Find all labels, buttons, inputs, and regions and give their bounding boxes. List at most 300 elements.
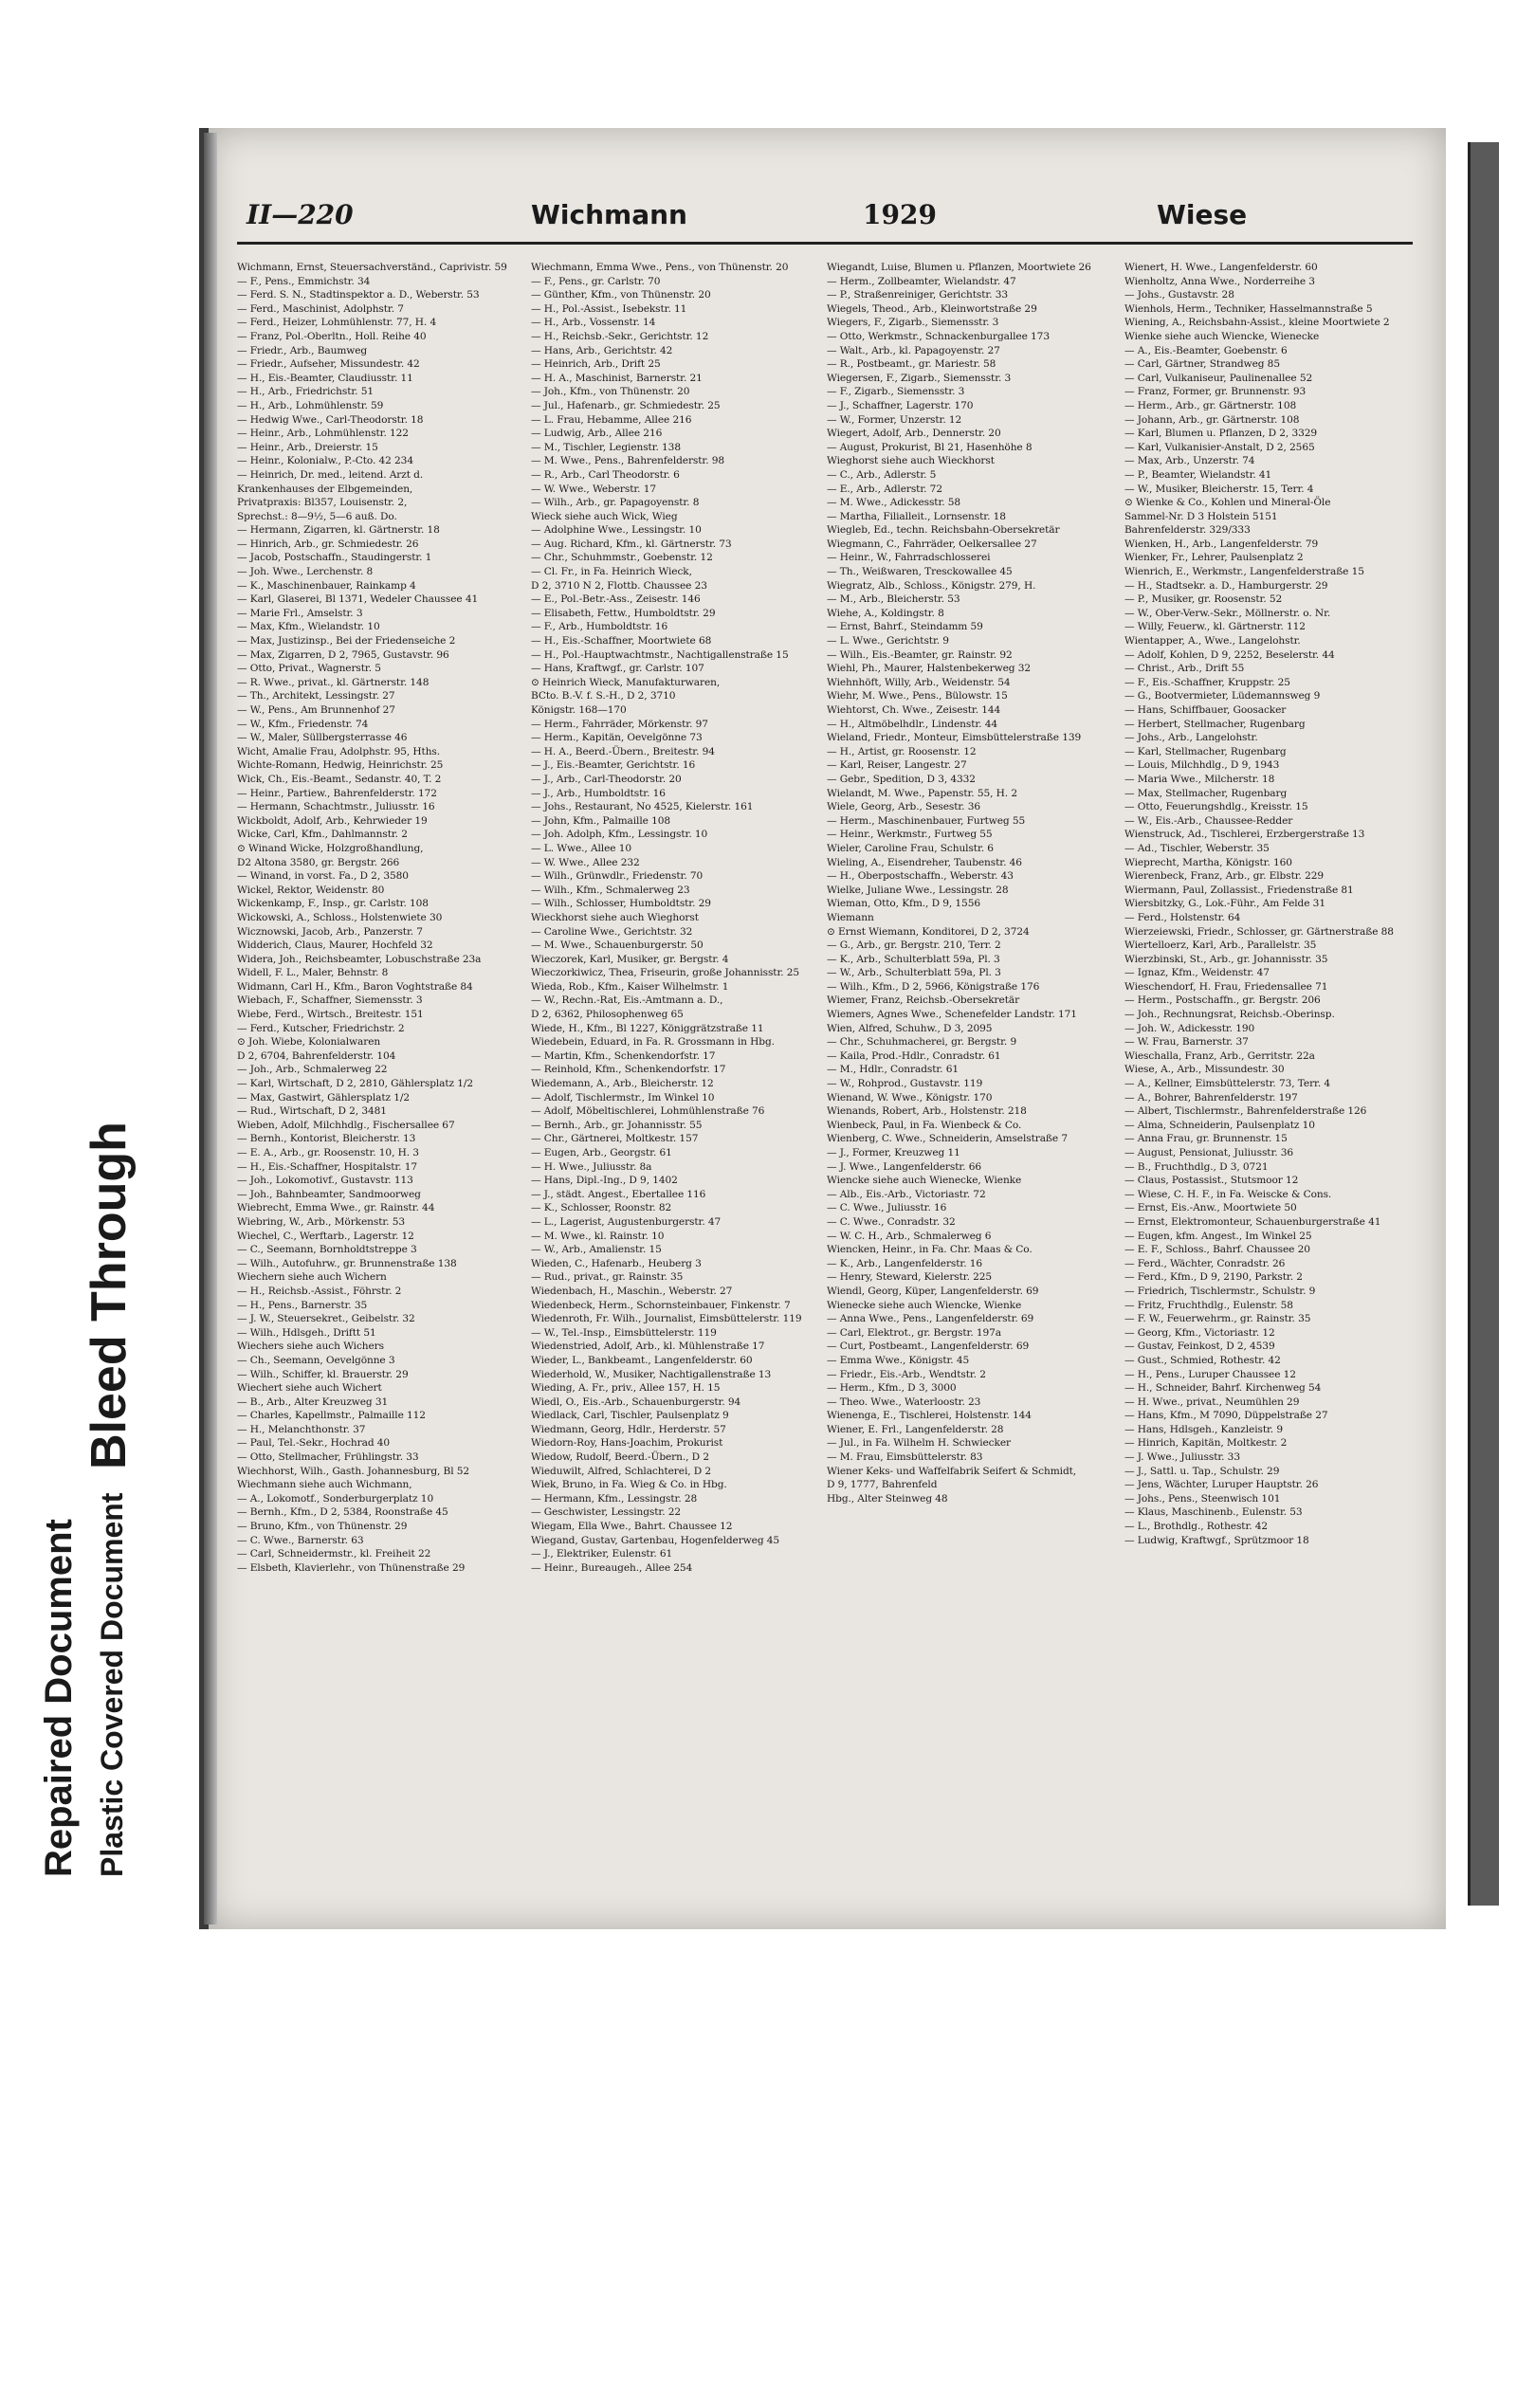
directory-entry: Wienrich, E., Werkmstr., Langenfelderstraße 15: [1124, 566, 1364, 578]
column-4: [1124, 261, 1409, 1910]
directory-entry: — Georg, Kfm., Victoriastr. 12: [1124, 1326, 1275, 1339]
directory-entry: — Chr., Gärtnerei, Moltkestr. 157: [531, 1133, 699, 1145]
directory-entry: — H., Artist, gr. Roosenstr. 12: [827, 745, 977, 757]
directory-entry: — F., Pens., gr. Carlstr. 70: [531, 275, 661, 287]
directory-entry: Wickboldt, Adolf, Arb., Kehrwieder 19: [237, 814, 428, 827]
directory-entry: — W. Frau, Barnerstr. 37: [1124, 1036, 1249, 1049]
directory-entry: — Theo. Wwe., Waterloostr. 23: [827, 1396, 981, 1408]
bleed-through-label: Bleed Through: [82, 1122, 137, 1469]
directory-entry: — C., Arb., Adlerstr. 5: [827, 468, 937, 481]
directory-entry: — Caroline Wwe., Gerichtstr. 32: [531, 925, 693, 938]
directory-entry: — Johann, Arb., gr. Gärtnerstr. 108: [1124, 413, 1300, 426]
directory-entry: Wickel, Rektor, Weidenstr. 80: [237, 884, 385, 896]
directory-entry: — Otto, Stellmacher, Frühlingstr. 33: [237, 1451, 419, 1464]
directory-entry: — F., Zigarb., Siemensstr. 3: [827, 386, 965, 398]
directory-entry: — Bernh., Kfm., D 2, 5384, Roonstraße 45: [237, 1506, 448, 1519]
directory-entry: Wierzbinski, St., Arb., gr. Johannisstr. 35: [1124, 953, 1328, 965]
directory-entry: — Max, Zigarren, D 2, 7965, Gustavstr. 96: [237, 648, 449, 661]
directory-entry: Wiehnhöft, Willy, Arb., Weidenstr. 54: [827, 676, 1011, 688]
directory-entry: Wiechel, C., Werftarb., Lagerstr. 12: [237, 1230, 414, 1242]
directory-entry: — P., Beamter, Wielandstr. 41: [1124, 468, 1272, 481]
directory-entry: Wiegratz, Alb., Schloss., Königstr. 279, H.: [827, 579, 1036, 592]
directory-entry: Wiedow, Rudolf, Beerd.-Übern., D 2: [531, 1451, 709, 1464]
directory-entry: — Hans, Kraftwgf., gr. Carlstr. 107: [531, 663, 704, 675]
directory-entry: Wiele, Georg, Arb., Sesestr. 36: [827, 801, 980, 813]
directory-entry: — Joh. Adolph, Kfm., Lessingstr. 10: [531, 829, 708, 841]
directory-entry: — H., Arb., Lohmühlenstr. 59: [237, 399, 384, 411]
directory-entry: — H., Melanchthonstr. 37: [237, 1423, 366, 1435]
directory-entry: — H., Reichsb.-Sekr., Gerichtstr. 12: [531, 330, 709, 342]
directory-entry: — P., Straßenreiniger, Gerichtstr. 33: [827, 289, 1009, 301]
directory-entry: — J., Schaffner, Lagerstr. 170: [827, 399, 974, 411]
directory-entry: — Joh., Arb., Schmalerweg 22: [237, 1064, 388, 1076]
directory-entry: — E., Arb., Adlerstr. 72: [827, 483, 942, 495]
directory-entry: Wiehe, A., Koldingstr. 8: [827, 607, 944, 619]
directory-entry: — W., Rechn.-Rat, Eis.-Amtmann a. D.,: [531, 994, 723, 1007]
directory-entry: — Ferd. S. N., Stadtinspektor a. D., Weberstr. 53: [237, 289, 480, 301]
directory-entry: — Alma, Schneiderin, Paulsenplatz 10: [1124, 1119, 1315, 1131]
directory-entry: — Ignaz, Kfm., Weidenstr. 47: [1124, 967, 1270, 979]
directory-entry: Wiegert, Adolf, Arb., Dennerstr. 20: [827, 428, 1001, 440]
directory-entry: Widmann, Carl H., Kfm., Baron Voghtstraße 84: [237, 980, 473, 993]
directory-entry: — Adolphine Wwe., Lessingstr. 10: [531, 524, 702, 537]
directory-entry: — J., Eis.-Beamter, Gerichtstr. 16: [531, 759, 696, 772]
directory-entry: — J. Wwe., Juliusstr. 33: [1124, 1451, 1240, 1464]
directory-entry: — Eugen, kfm. Angest., Im Winkel 25: [1124, 1230, 1312, 1242]
directory-entry: — B., Fruchthdlg., D 3, 0721: [1124, 1160, 1269, 1173]
directory-entry: — Herm., Arb., gr. Gärtnerstr. 108: [1124, 399, 1297, 411]
directory-entry: Wientapper, A., Wwe., Langelohstr.: [1124, 635, 1301, 648]
directory-entry: Wienhols, Herm., Techniker, Hasselmannstraße 5: [1124, 302, 1373, 315]
directory-entry: — Karl, Wirtschaft, D 2, 2810, Gählersplatz 1/2: [237, 1078, 474, 1090]
directory-entry: D2 Altona 3580, gr. Bergstr. 266: [237, 856, 400, 868]
directory-entry: Wienke siehe auch Wiencke, Wienecke: [1124, 330, 1320, 342]
directory-entry: Wiedorn-Roy, Hans-Joachim, Prokurist: [531, 1437, 723, 1450]
header-last-name: Wiese: [1157, 199, 1248, 230]
directory-entry: — W., Pens., Am Brunnenhof 27: [237, 704, 395, 716]
directory-entry: Privatpraxis: Bl357, Louisenstr. 2,: [237, 497, 408, 509]
directory-entry: — Heinrich, Dr. med., leitend. Arzt d.: [237, 468, 424, 481]
directory-entry: — Walt., Arb., kl. Papagoyenstr. 27: [827, 344, 1000, 356]
directory-entry: — Ch., Seemann, Oevelgönne 3: [237, 1354, 395, 1366]
directory-entry: — A., Lokomotf., Sonderburgerplatz 10: [237, 1492, 434, 1505]
directory-entry: — F., Arb., Humboldtstr. 16: [531, 621, 668, 633]
directory-entry: — Carl, Vulkaniseur, Paulinenallee 52: [1124, 372, 1313, 384]
directory-entry: — Marie Frl., Amselstr. 3: [237, 607, 363, 619]
directory-entry: — Gebr., Spedition, D 3, 4332: [827, 773, 976, 785]
directory-entry: — Bernh., Arb., gr. Johannisstr. 55: [531, 1119, 703, 1131]
directory-entry: — Herbert, Stellmacher, Rugenbarg: [1124, 718, 1306, 730]
directory-entry: — Johs., Restaurant, No 4525, Kielerstr. 161: [531, 801, 754, 813]
header-year: 1929: [863, 199, 937, 230]
directory-entry: Wienert, H. Wwe., Langenfelderstr. 60: [1124, 262, 1318, 273]
directory-entry: Widera, Joh., Reichsbeamter, Lobuschstraße 23a: [237, 953, 482, 965]
directory-entry: Wienands, Robert, Arb., Holstenstr. 218: [827, 1105, 1027, 1118]
directory-entry: ⊙ Wienke & Co., Kohlen und Mineral-Öle: [1124, 497, 1331, 509]
directory-entry: — Friedr., Eis.-Arb., Wendtstr. 2: [827, 1368, 986, 1380]
directory-entry: ⊙ Joh. Wiebe, Kolonialwaren: [237, 1036, 381, 1049]
directory-entry: — Ferd., Maschinist, Adolphstr. 7: [237, 302, 404, 315]
directory-entry: — Eugen, Arb., Georgstr. 61: [531, 1147, 672, 1158]
directory-entry: — Adolf, Tischlermstr., Im Winkel 10: [531, 1091, 715, 1104]
directory-entry: — A., Kellner, Eimsbüttelerstr. 73, Terr. 4: [1124, 1078, 1331, 1090]
directory-entry: — Wilh., Arb., gr. Papagoyenstr. 8: [531, 497, 700, 509]
directory-entry: — Emma Wwe., Königstr. 45: [827, 1354, 970, 1366]
directory-entry: — H., Eis.-Beamter, Claudiusstr. 11: [237, 372, 413, 384]
directory-entry: — M., Tischler, Legienstr. 138: [531, 441, 681, 453]
directory-entry: Wieschalla, Franz, Arb., Gerritstr. 22a: [1124, 1049, 1315, 1062]
directory-entry: — H. A., Maschinist, Barnerstr. 21: [531, 372, 703, 384]
directory-entry: — H. Wwe., privat., Neumühlen 29: [1124, 1396, 1300, 1408]
directory-entry: Wicznowski, Jacob, Arb., Panzerstr. 7: [237, 925, 423, 938]
directory-entry: — H., Pens., Luruper Chaussee 12: [1124, 1368, 1296, 1380]
directory-entry: Widell, F. L., Maler, Behnstr. 8: [237, 967, 389, 979]
directory-entry: — K., Arb., Langenfelderstr. 16: [827, 1257, 983, 1269]
directory-entry: — Max, Justizinsp., Bei der Friedenseiche 2: [237, 635, 456, 648]
directory-entry: — Wilh., Schlosser, Humboldtstr. 29: [531, 898, 711, 910]
directory-entry: — Ludwig, Arb., Allee 216: [531, 428, 663, 440]
directory-entry: Wieder, L., Bankbeamt., Langenfelderstr. 60: [531, 1354, 753, 1366]
directory-entry: Wiechern siehe auch Wichern: [237, 1271, 387, 1284]
directory-entry: — Friedr., Aufseher, Missundestr. 42: [237, 358, 420, 371]
directory-entry: D 9, 1777, Bahrenfeld: [827, 1479, 938, 1491]
directory-entry: — Ferd., Holstenstr. 64: [1124, 911, 1241, 923]
directory-entry: — Adolf, Möbeltischlerei, Lohmühlenstraße 76: [531, 1105, 765, 1118]
directory-entry: Wienken, H., Arb., Langenfelderstr. 79: [1124, 538, 1319, 550]
directory-entry: — Heinr., Werkmstr., Furtweg 55: [827, 829, 993, 841]
directory-entry: Wiening, A., Reichsbahn-Assist., kleine Moortwiete 2: [1124, 317, 1390, 329]
directory-entry: Königstr. 168—170: [531, 704, 627, 716]
directory-entry: — Winand, in vorst. Fa., D 2, 3580: [237, 870, 409, 883]
directory-entry: Wick, Ch., Eis.-Beamt., Sedanstr. 40, T. 2: [237, 773, 442, 785]
directory-entry: — Hans, Dipl.-Ing., D 9, 1402: [531, 1175, 678, 1187]
directory-entry: Wiehr, M. Wwe., Pens., Bülowstr. 15: [827, 690, 1008, 702]
directory-entry: Sprechst.: 8—9½, 5—6 auß. Do.: [237, 510, 397, 522]
directory-entry: Wiegers, F., Zigarb., Siemensstr. 3: [827, 317, 999, 329]
directory-entry: — Franz, Pol.-Oberltn., Holl. Reihe 40: [237, 330, 427, 342]
directory-entry: Wieland, Friedr., Monteur, Eimsbüttelerstraße 139: [827, 732, 1082, 744]
directory-entry: — Christ., Arb., Drift 55: [1124, 663, 1245, 675]
directory-entry: — M. Wwe., Schauenburgerstr. 50: [531, 939, 704, 952]
directory-entry: — Hermann, Zigarren, kl. Gärtnerstr. 18: [237, 524, 440, 537]
directory-entry: — Max, Kfm., Wielandstr. 10: [237, 621, 380, 633]
directory-entry: ⊙ Heinrich Wieck, Manufakturwaren,: [531, 676, 721, 688]
directory-entry: — H., Eis.-Schaffner, Moortwiete 68: [531, 635, 712, 648]
directory-entry: — Claus, Postassist., Stutsmoor 12: [1124, 1175, 1299, 1187]
directory-entry: Wieler, Caroline Frau, Schulstr. 6: [827, 842, 994, 854]
directory-entry: — H., Arb., Friedrichstr. 51: [237, 386, 374, 398]
directory-entry: — W., Ober-Verw.-Sekr., Möllnerstr. o. Nr.: [1124, 607, 1331, 619]
directory-entry: — Ferd., Heizer, Lohmühlenstr. 77, H. 4: [237, 317, 437, 329]
directory-entry: — Ernst, Elektromonteur, Schauenburgerstraße 41: [1124, 1215, 1381, 1228]
directory-entry: — Heinr., Arb., Lohmühlenstr. 122: [237, 428, 409, 440]
directory-entry: Wierenbeck, Franz, Arb., gr. Elbstr. 229: [1124, 870, 1324, 883]
directory-entry: — W. Wwe., Weberstr. 17: [531, 483, 656, 495]
directory-entry: — L. Wwe., Gerichtstr. 9: [827, 635, 949, 648]
directory-entry: — H., Pens., Barnerstr. 35: [237, 1299, 368, 1311]
directory-entry: — Wilh., Grünwdlr., Friedenstr. 70: [531, 870, 704, 883]
directory-entry: Wiedebein, Eduard, in Fa. R. Grossmann in Hbg.: [531, 1036, 775, 1049]
directory-entry: Wiencken, Heinr., in Fa. Chr. Maas & Co.: [827, 1244, 1033, 1256]
directory-entry: — Carl, Elektrot., gr. Bergstr. 197a: [827, 1326, 1002, 1339]
directory-entry: Wieczorkiwicz, Thea, Friseurin, große Johannisstr. 25: [531, 967, 800, 979]
directory-entry: Wiebe, Ferd., Wirtsch., Breitestr. 151: [237, 1009, 424, 1021]
directory-entry: Wiertelloerz, Karl, Arb., Parallelstr. 35: [1124, 939, 1317, 952]
directory-entry: — F. W., Feuerwehrm., gr. Rainstr. 35: [1124, 1313, 1311, 1325]
directory-entry: — Ferd., Wächter, Conradstr. 26: [1124, 1257, 1286, 1269]
directory-entry: Wiedenstried, Adolf, Arb., kl. Mühlenstraße 17: [531, 1341, 765, 1353]
directory-entry: — Joh., Rechnungsrat, Reichsb.-Oberinsp.: [1124, 1009, 1335, 1021]
directory-entry: — Th., Architekt, Lessingstr. 27: [237, 690, 395, 702]
directory-entry: D 2, 6362, Philosophenweg 65: [531, 1009, 684, 1021]
directory-entry: — Hans, Hdlsgeh., Kanzleistr. 9: [1124, 1423, 1283, 1435]
directory-entry: — Bruno, Kfm., von Thünenstr. 29: [237, 1521, 408, 1533]
directory-entry: Wieghorst siehe auch Wieckhorst: [827, 455, 995, 467]
directory-entry: — Herm., Kfm., D 3, 3000: [827, 1382, 957, 1395]
directory-entry: Wiemann: [827, 911, 874, 923]
directory-entry: — Ernst, Eis.-Anw., Moortwiete 50: [1124, 1202, 1297, 1214]
directory-entry: Wienker, Fr., Lehrer, Paulsenplatz 2: [1124, 552, 1304, 564]
directory-entry: ⊙ Winand Wicke, Holzgroßhandlung,: [237, 842, 424, 854]
directory-entry: Wienbeck, Paul, in Fa. Wienbeck & Co.: [827, 1119, 1022, 1131]
directory-entry: — J., Former, Kreuzweg 11: [827, 1147, 960, 1158]
directory-entry: Wielandt, M. Wwe., Papenstr. 55, H. 2: [827, 787, 1017, 799]
directory-entry: — Jul., Hafenarb., gr. Schmiedestr. 25: [531, 399, 721, 411]
directory-entry: — Friedrich, Tischlermstr., Schulstr. 9: [1124, 1285, 1316, 1297]
directory-entry: Wiegels, Theod., Arb., Kleinwortstraße 29: [827, 302, 1037, 315]
directory-entry: Wiegersen, F., Zigarb., Siemensstr. 3: [827, 372, 1012, 384]
directory-entry: — Louis, Milchhdlg., D 9, 1943: [1124, 759, 1280, 772]
directory-entry: Wiegandt, Luise, Blumen u. Pflanzen, Moortwiete 26: [827, 262, 1091, 273]
directory-entry: — Reinhold, Kfm., Schenkendorfstr. 17: [531, 1064, 726, 1076]
directory-entry: — Elisabeth, Fettw., Humboldtstr. 29: [531, 607, 716, 619]
directory-entry: — E. A., Arb., gr. Roosenstr. 10, H. 3: [237, 1147, 419, 1158]
directory-entry: — Albert, Tischlermstr., Bahrenfelderstraße 126: [1124, 1105, 1367, 1118]
directory-entry: Wicht, Amalie Frau, Adolphstr. 95, Hths.: [237, 745, 441, 757]
directory-entry: — J. Wwe., Langenfelderstr. 66: [827, 1160, 981, 1173]
directory-entry: Wiechert siehe auch Wichert: [237, 1382, 382, 1395]
directory-entry: Wickowski, A., Schloss., Holstenwiete 30: [237, 911, 443, 923]
directory-entry: Wiener, E. Frl., Langenfelderstr. 28: [827, 1423, 1004, 1435]
directory-entry: Wiederhold, W., Musiker, Nachtigallenstraße 13: [531, 1368, 772, 1380]
directory-entry: — Joh., Lokomotivf., Gustavstr. 113: [237, 1175, 413, 1187]
directory-entry: — M. Wwe., Adickesstr. 58: [827, 497, 961, 509]
directory-entry: Wiemer, Franz, Reichsb.-Obersekretär: [827, 994, 1020, 1007]
directory-entry: — Max, Stellmacher, Rugenbarg: [1124, 787, 1288, 799]
directory-entry: — Geschwister, Lessingstr. 22: [531, 1506, 682, 1519]
directory-entry: — W. Wwe., Allee 232: [531, 856, 640, 868]
directory-entry: — Chr., Schuhmmstr., Goebenstr. 12: [531, 552, 713, 564]
directory-entry: — Hinrich, Arb., gr. Schmiedestr. 26: [237, 538, 419, 550]
directory-entry: — C. Wwe., Conradstr. 32: [827, 1215, 956, 1228]
directory-entry: — Ernst, Bahrf., Steindamm 59: [827, 621, 983, 633]
directory-entry: — M. Frau, Eimsbüttelerstr. 83: [827, 1451, 983, 1464]
directory-entry: — Alb., Eis.-Arb., Victoriastr. 72: [827, 1188, 986, 1200]
directory-entry: Wieck siehe auch Wick, Wieg: [531, 510, 678, 522]
directory-entry: — Günther, Kfm., von Thünenstr. 20: [531, 289, 711, 301]
directory-entry: Wien, Alfred, Schuhw., D 3, 2095: [827, 1022, 993, 1034]
directory-entry: — Karl, Vulkanisier-Anstalt, D 2, 2565: [1124, 441, 1315, 453]
directory-entry: — W., Musiker, Bleicherstr. 15, Terr. 4: [1124, 483, 1314, 495]
directory-entry: Wiegand, Gustav, Gartenbau, Hogenfelderweg 45: [531, 1534, 780, 1546]
directory-entry: Wicke, Carl, Kfm., Dahlmannstr. 2: [237, 829, 408, 841]
directory-entry: — F., Pens., Emmichstr. 34: [237, 275, 371, 287]
directory-entry: — Kaila, Prod.-Hdlr., Conradstr. 61: [827, 1049, 1001, 1062]
directory-entry: — Chr., Schuhmacherei, gr. Bergstr. 9: [827, 1036, 1017, 1049]
directory-entry: Wieduwilt, Alfred, Schlachterei, D 2: [531, 1465, 712, 1477]
directory-entry: — Hermann, Schachtmstr., Juliusstr. 16: [237, 801, 435, 813]
directory-entry: — A., Eis.-Beamter, Goebenstr. 6: [1124, 344, 1288, 356]
directory-entry: Wiek, Bruno, in Fa. Wieg & Co. in Hbg.: [531, 1479, 727, 1491]
directory-entry: — Wiese, C. H. F., in Fa. Weiscke & Cons.: [1124, 1188, 1332, 1200]
directory-entry: — C. Wwe., Juliusstr. 16: [827, 1202, 947, 1214]
directory-entry: — Joh. W., Adickesstr. 190: [1124, 1022, 1255, 1034]
directory-entry: — P., Musiker, gr. Roosenstr. 52: [1124, 593, 1283, 606]
repaired-document-label: Repaired Document: [38, 1519, 80, 1877]
column-2: [531, 261, 815, 1910]
directory-entry: — Johs., Gustavstr. 28: [1124, 289, 1234, 301]
directory-entry: Wieschendorf, H. Frau, Friedensallee 71: [1124, 980, 1328, 993]
directory-entry: — Hans, Schiffbauer, Goosacker: [1124, 704, 1287, 716]
directory-entry: — Rud., privat., gr. Rainstr. 35: [531, 1271, 684, 1284]
directory-entry: Wiechmann, Emma Wwe., Pens., von Thünenstr. 20: [531, 262, 789, 273]
directory-entry: — K., Arb., Schulterblatt 59a, Pl. 3: [827, 953, 1000, 965]
directory-entry: Wiechhorst, Wilh., Gasth. Johannesburg, Bl 52: [237, 1465, 470, 1477]
directory-entry: — E. F., Schloss., Bahrf. Chaussee 20: [1124, 1244, 1310, 1256]
directory-entry: — W., Arb., Schulterblatt 59a, Pl. 3: [827, 967, 1001, 979]
directory-entry: — Otto, Werkmstr., Schnackenburgallee 173: [827, 330, 1050, 342]
directory-entry: Wiechmann siehe auch Wichmann,: [237, 1479, 412, 1491]
directory-entry: Wiehtorst, Ch. Wwe., Zeisestr. 144: [827, 704, 1001, 716]
directory-entry: Wienecke siehe auch Wiencke, Wienke: [827, 1299, 1022, 1311]
directory-entry: — H., Arb., Vossenstr. 14: [531, 317, 656, 329]
directory-entry: — Ludwig, Kraftwgf., Sprützmoor 18: [1124, 1534, 1309, 1546]
directory-entry: — Otto, Feuerungshdlg., Kreisstr. 15: [1124, 801, 1308, 813]
directory-entry: — Wilh., Hdlsgeh., Driftt 51: [237, 1326, 376, 1339]
directory-entry: Wiedl, O., Eis.-Arb., Schauenburgerstr. 94: [531, 1396, 741, 1408]
directory-entry: Wiedemann, A., Arb., Bleicherstr. 12: [531, 1078, 714, 1090]
column-3: [827, 261, 1111, 1910]
directory-entry: — Jens, Wächter, Luruper Hauptstr. 26: [1124, 1479, 1319, 1491]
directory-entry: Wiermann, Paul, Zollassist., Friedenstraße 81: [1124, 884, 1354, 896]
directory-entry: — H. Wwe., Juliusstr. 8a: [531, 1160, 652, 1173]
directory-entry: Wiehl, Ph., Maurer, Halstenbekerweg 32: [827, 663, 1032, 675]
directory-entry: — L., Brothdlg., Rothestr. 42: [1124, 1521, 1269, 1533]
directory-entry: — W., Arb., Amalienstr. 15: [531, 1244, 662, 1256]
directory-entry: — Franz, Former, gr. Brunnenstr. 93: [1124, 386, 1307, 398]
directory-entry: — J. W., Steuersekret., Geibelstr. 32: [237, 1313, 415, 1325]
directory-entry: BCto. B.-V. f. S.-H., D 2, 3710: [531, 690, 676, 702]
directory-entry: Wieckhorst siehe auch Wieghorst: [531, 911, 699, 923]
directory-entry: — M., Arb., Bleicherstr. 53: [827, 593, 960, 606]
directory-entry: — Karl, Blumen u. Pflanzen, D 2, 3329: [1124, 428, 1318, 440]
directory-entry: Wieden, C., Hafenarb., Heuberg 3: [531, 1257, 702, 1269]
directory-entry: — Karl, Reiser, Langestr. 27: [827, 759, 967, 772]
directory-entry: — Friedr., Arb., Baumweg: [237, 344, 368, 356]
directory-entry: Wiedenroth, Fr. Wilh., Journalist, Eimsbüttelerstr. 119: [531, 1313, 802, 1325]
directory-entry: Wiedmann, Georg, Hdlr., Herderstr. 57: [531, 1423, 726, 1435]
directory-entry: — H., Altmöbelhdlr., Lindenstr. 44: [827, 718, 997, 730]
directory-entry: — E., Pol.-Betr.-Ass., Zeisestr. 146: [531, 593, 701, 606]
directory-entry: — John, Kfm., Palmaille 108: [531, 814, 670, 827]
directory-entry: — Henry, Steward, Kielerstr. 225: [827, 1271, 993, 1284]
directory-entry: — J., Arb., Carl-Theodorstr. 20: [531, 773, 682, 785]
directory-entry: — Gustav, Feinkost, D 2, 4539: [1124, 1341, 1275, 1353]
directory-entry: — J., Arb., Humboldtstr. 16: [531, 787, 666, 799]
directory-entry: — J., städt. Angest., Ebertallee 116: [531, 1188, 706, 1200]
directory-entry: Wickenkamp, F., Insp., gr. Carlstr. 108: [237, 898, 429, 910]
directory-entry: Wielke, Juliane Wwe., Lessingstr. 28: [827, 884, 1009, 896]
directory-entry: — Ferd., Kfm., D 9, 2190, Parkstr. 2: [1124, 1271, 1303, 1284]
directory-entry: Wienenga, E., Tischlerei, Holstenstr. 144: [827, 1410, 1032, 1422]
directory-entry: — Wilh., Autofuhrw., gr. Brunnenstraße 138: [237, 1257, 457, 1269]
directory-entry: — Heinr., Arb., Dreierstr. 15: [237, 441, 378, 453]
directory-entry: Wichmann, Ernst, Steuersachverständ., Caprivistr. 59: [237, 262, 507, 273]
directory-entry: Wiemers, Agnes Wwe., Schenefelder Landstr. 171: [827, 1009, 1077, 1021]
directory-entry: Wieprecht, Martha, Königstr. 160: [1124, 856, 1292, 868]
directory-entry: Wiegmann, C., Fahrräder, Oelkersallee 27: [827, 538, 1037, 550]
directory-entry: — H., Oberpostschaffn., Weberstr. 43: [827, 870, 1014, 883]
directory-entry: Wiedenbeck, Herm., Schornsteinbauer, Finkenstr. 7: [531, 1299, 791, 1311]
directory-entry: Wierzeiewski, Friedr., Schlosser, gr. Gärtnerstraße 88: [1124, 925, 1394, 938]
directory-entry: Wiebring, W., Arb., Mörkenstr. 53: [237, 1215, 405, 1228]
directory-entry: — Johs., Pens., Steenwisch 101: [1124, 1492, 1281, 1505]
directory-entry: — Wilh., Kfm., Schmalerweg 23: [531, 884, 690, 896]
directory-entry: Wienand, W. Wwe., Königstr. 170: [827, 1091, 993, 1104]
directory-entry: Bahrenfelderstr. 329/333: [1124, 524, 1251, 537]
directory-entry: Wieben, Adolf, Milchhdlg., Fischersallee 67: [237, 1119, 455, 1131]
directory-entry: — Heinr., Bureaugeh., Allee 254: [531, 1561, 693, 1574]
directory-entry: — Ad., Tischler, Weberstr. 35: [1124, 842, 1270, 854]
directory-entry: — H., Eis.-Schaffner, Hospitalstr. 17: [237, 1160, 417, 1173]
directory-entry: Widderich, Claus, Maurer, Hochfeld 32: [237, 939, 433, 952]
directory-entry: — Th., Weißwaren, Tresckowallee 45: [827, 566, 1013, 578]
directory-entry: — Heinr., Partiew., Bahrenfelderstr. 172: [237, 787, 437, 799]
directory-entry: Wiegleb, Ed., techn. Reichsbahn-Obersekretär: [827, 524, 1060, 537]
directory-entry: — Maria Wwe., Milcherstr. 18: [1124, 773, 1275, 785]
directory-entry: — F., Eis.-Schaffner, Kruppstr. 25: [1124, 676, 1290, 688]
directory-entry: — Herm., Zollbeamter, Wielandstr. 47: [827, 275, 1016, 287]
column-1: [237, 261, 521, 1910]
directory-entry: — M. Wwe., kl. Rainstr. 10: [531, 1230, 665, 1242]
directory-entry: Wiencke siehe auch Wienecke, Wienke: [827, 1175, 1022, 1187]
directory-entry: — K., Maschinenbauer, Rainkamp 4: [237, 579, 416, 592]
directory-entry: — Wilh., Schiffer, kl. Brauerstr. 29: [237, 1368, 409, 1380]
directory-entry: — Hans, Arb., Gerichtstr. 42: [531, 344, 673, 356]
directory-entry: — L., Lagerist, Augustenburgerstr. 47: [531, 1215, 722, 1228]
directory-entry: Wiese, A., Arb., Missundestr. 30: [1124, 1064, 1285, 1076]
directory-entry: — Joh., Kfm., von Thünenstr. 20: [531, 386, 690, 398]
directory-entry: — H., Schneider, Bahrf. Kirchenweg 54: [1124, 1382, 1322, 1395]
directory-entry: — W., Former, Unzerstr. 12: [827, 413, 962, 426]
directory-entry: Wieman, Otto, Kfm., D 9, 1556: [827, 898, 980, 910]
directory-entry: — Aug. Richard, Kfm., kl. Gärtnerstr. 73: [531, 538, 732, 550]
directory-entry: — Rud., Wirtschaft, D 2, 3481: [237, 1105, 387, 1118]
directory-entry: — Ferd., Kutscher, Friedrichstr. 2: [237, 1022, 405, 1034]
directory-entry: — Jul., in Fa. Wilhelm H. Schwiecker: [827, 1437, 1011, 1450]
directory-entry: Wienholtz, Anna Wwe., Norderreihe 3: [1124, 275, 1315, 287]
header-first-name: Wichmann: [531, 199, 687, 230]
directory-entry: — A., Bohrer, Bahrenfelderstr. 197: [1124, 1091, 1298, 1104]
directory-entry: — W., Maler, Süllbergsterrasse 46: [237, 732, 408, 744]
directory-entry: — C. Wwe., Barnerstr. 63: [237, 1534, 364, 1546]
directory-entry: Wieczorek, Karl, Musiker, gr. Bergstr. 4: [531, 953, 729, 965]
directory-entry: — Otto, Privat., Wagnerstr. 5: [237, 663, 381, 675]
directory-entry: — R. Wwe., privat., kl. Gärtnerstr. 148: [237, 676, 430, 688]
directory-entry: — Heinr., W., Fahrradschlosserei: [827, 552, 991, 564]
directory-entry: — W., Tel.-Insp., Eimsbüttelerstr. 119: [531, 1326, 717, 1339]
directory-entry: — G., Bootvermieter, Lüdemannsweg 9: [1124, 690, 1321, 702]
